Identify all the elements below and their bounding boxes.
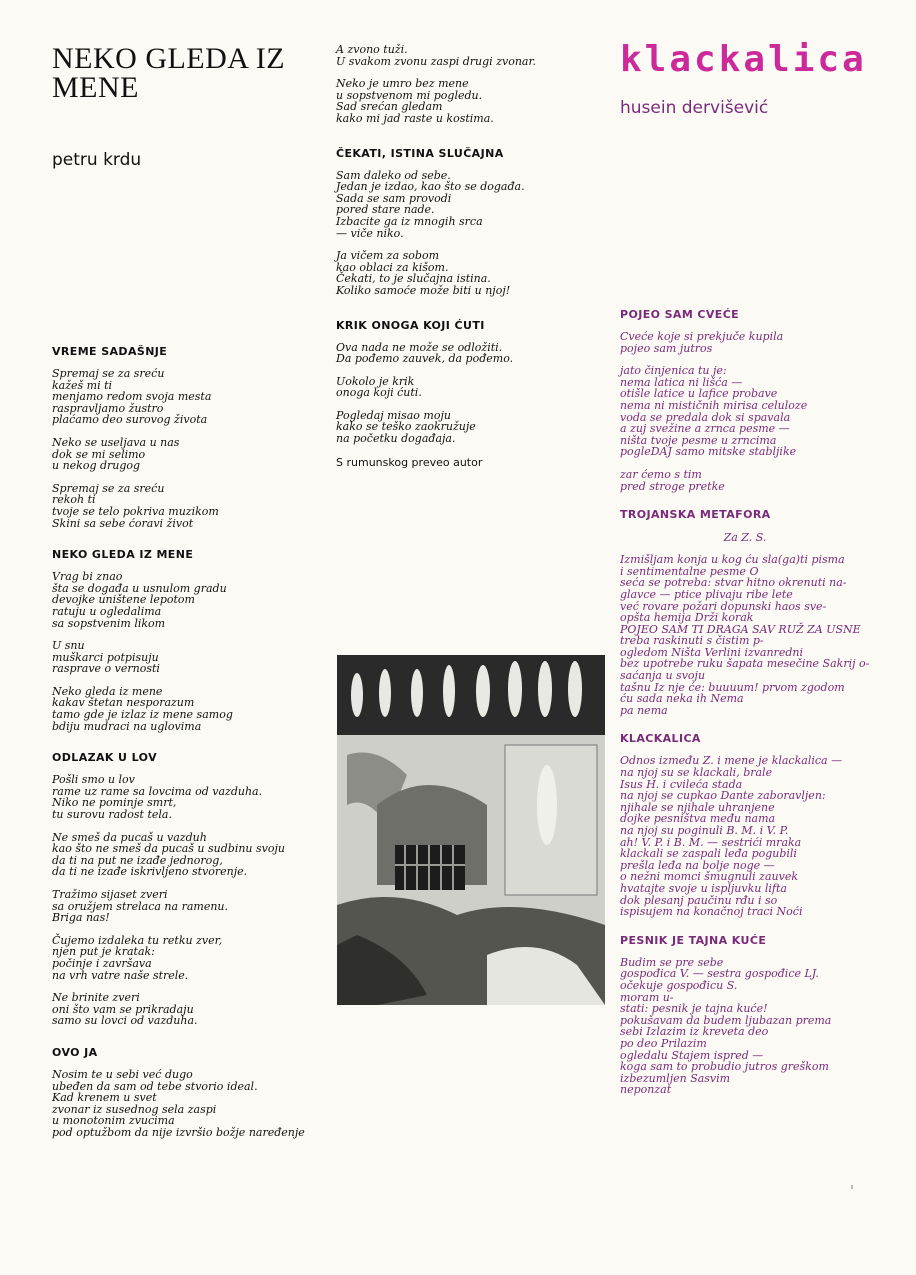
stanza: Uokolo je krik onoga koji ćuti.: [336, 374, 422, 400]
stanza: U snu muškarci potpisuju rasprave o vernosti: [52, 639, 160, 676]
section-heading: PESNIK JE TAJNA KUĆE: [620, 933, 767, 947]
stanza: Neko se useljava u nas dok se mi selimo u nekog drugog: [52, 435, 180, 473]
section-heading: VREME SADAŠNJE: [52, 345, 168, 358]
author-name: husein dervišević: [620, 98, 769, 118]
illustration-photo: [337, 655, 605, 1005]
stanza: zar ćemo s tim pred stroge pretke: [620, 467, 725, 493]
section-pesnik-je-tajna-kuce: [620, 934, 910, 1096]
stanza: jato činjenica tu je: nema latica ni lišća — otišle latice u lafice probave nema ni mističnih mirisa celuloze voda se predala dok si spavala a zuj svežine a zrnca pesme — ništa tvoje pesme u zrncima pogleDAJ samo mitske stabljike: [620, 364, 808, 459]
section-klackalica: [620, 732, 910, 917]
section-heading: OVO JA: [52, 1045, 98, 1059]
dedication: petru krdu: [52, 150, 142, 170]
section-heading: KRIK ONOGA KOJI ĆUTI: [336, 318, 485, 332]
stanza: Čujemo izdaleka tu retku zver, njen put je kratak: počinje i završava na vrh vatre naše strele.: [52, 933, 223, 982]
section-pojeo-sam-cvece: [620, 308, 910, 492]
stanza: A zvono tuži. U svakom zvonu zaspi drugi zvonar.: [336, 43, 537, 68]
stanza: Ova nada ne može se odložiti. Da pođemo zauvek, da pođemo.: [336, 340, 514, 366]
stanza: Nosim te u sebi već dugo ubeđen da sam od tebe stvorio ideal. Kad krenem u svet zvonar iz susednog sela zaspi u monotonim zvucima pod optužbom da nije izvršio božje naređenje: [52, 1067, 305, 1139]
poem-cycle-title: NEKO GLEDA IZ MENE: [52, 42, 286, 104]
section-heading: KLACKALICA: [620, 732, 701, 746]
section-ovo-ja: [52, 1046, 324, 1139]
stanza: Pogledaj misao moju kako se teško zaokružuje na početku događaja.: [336, 408, 476, 446]
left-column: [52, 44, 324, 1150]
stanza: Cveće koje si prekjuče kupila pojeo sam jutros: [620, 330, 784, 355]
section-vreme-sadasnje: [52, 345, 324, 529]
section-neko-gleda-iz-mene: [52, 548, 324, 732]
stanza: Izmišljam konja u kog ću sla(ga)ti pisma i sentimentalne pesme O seća se potreba: stvar hitno okrenuti na- glavce — ptice plivaju ribe lete već rovare požari dopunski haos sve- opšta hemija Drži korak POJEO SAM TI DRAGA SAV RUŽ ZA USNE treba raskinuti s čistim p- ogledom Ništa Verlini izvanredni bez upotrebe ruku šapata mesečine Sakrij o- saćanja u svoju tašnu Iz nje će: buuuum! prvom zgodom ću sada neka ih Nema pa nema: [620, 553, 870, 717]
stanza: Spremaj se za sreću rekoh ti tvoje se telo pokriva muzikom Skini sa sebe ćoravi život: [52, 481, 219, 530]
section-heading: ČEKATI, ISTINA SLUČAJNA: [336, 146, 504, 160]
section-cekati-istina-slucajna: [336, 147, 604, 297]
section-heading: NEKO GLEDA IZ MENE: [52, 548, 194, 562]
stanza: Ne brinite zveri oni što vam se prikradaju samo su lovci od vazduha.: [52, 991, 198, 1028]
stanza: Budim se pre sebe gospođica V. — sestra gospođice LJ. očekuje gospođicu S. moram u- stati: pesnik je tajna kuće! pokušavam da budem ljubazan prema sebi Izlazim iz kreveta deo po deo Prilazim ogledalu Stajem ispred — koga sam to probudio jutros greškom izbezumljen Sasvim neponzat: [620, 955, 832, 1097]
section-heading: TROJANSKA METAFORA: [620, 508, 771, 522]
section-heading: POJEO SAM CVEĆE: [620, 308, 740, 321]
stanza: Ja vičem za sobom kao oblaci za kišom. Čekati, to je slučajna istina. Koliko samoće može biti u njoj!: [336, 249, 511, 297]
section-odlazak-u-lov: [52, 751, 324, 1027]
stanza: Neko je umro bez mene u sopstvenom mi pogledu. Sad srećan gledam kako mi jad raste u kostima.: [336, 77, 494, 125]
stanza: Neko gleda iz mene kakav štetan nesporazum tamo gde je izlaz iz mene samog bdiju mudraci na uglovima: [52, 684, 233, 733]
section-heading: ODLAZAK U LOV: [52, 751, 157, 765]
stanza: Tražimo sijaset zveri sa oružjem strelaca na ramenu. Briga nas!: [52, 888, 228, 925]
stanza: Odnos između Z. i mene je klackalica — na njoj su se klackali, brale Isus H. i cvileća stada na njoj se cupkao Dante zaboravljen: njihale se njihale uhranjene dojke pesništva među nama na njoj su poginuli B. M. i V. P. ah! V. P. i B. M. — sestrići mraka klackali se zaspali leđa pogubili prešla leđa na bolje noge — o nežni momci šmugnuli zauvek hvatajte svoje u ispljuvku lifta dok plesanj paučinu rđu i so ispisujem na konačnoj traci Noći: [620, 754, 843, 919]
illustration-graphic: [337, 655, 605, 1005]
stanza: Vrag bi znao šta se događa u usnulom gradu devojke uništene lepotom ratuju u ogledalima sa sopstvenim likom: [52, 570, 227, 630]
section-trojanska-metafora: [620, 508, 910, 716]
stanza: Spremaj se za sreću kažeš mi ti menjamo redom svoja mesta raspravljamo žustro plaćamo deo surovog života: [52, 367, 212, 427]
stanza: Sam daleko od sebe. Jedan je izdao, kao što se događa. Sada se sam provodi pored stare nade. Izbacite ga iz mnogih srca — viče niko.: [336, 168, 525, 240]
margin-mark: [851, 1185, 853, 1189]
poem-dedication: Za Z. S.: [723, 531, 767, 545]
middle-column: [336, 44, 604, 469]
stanza: Ne smeš da pucaš u vazduh kao što ne smeš da pucaš u sudbinu svoju da ti na put ne izađe jednorog, da ti ne izađe iskrivljeno stvorenje.: [52, 830, 285, 879]
translator-credit: S rumunskog preveo autor: [336, 455, 483, 469]
magazine-section-title: klackalica: [620, 39, 867, 80]
stanza: Pošli smo u lov rame uz rame sa lovcima od vazduha. Niko ne pominje smrt, tu surovu radost tela.: [52, 773, 263, 822]
section-krik-onoga-koji-cuti: [336, 319, 604, 445]
right-column: [620, 40, 910, 1107]
